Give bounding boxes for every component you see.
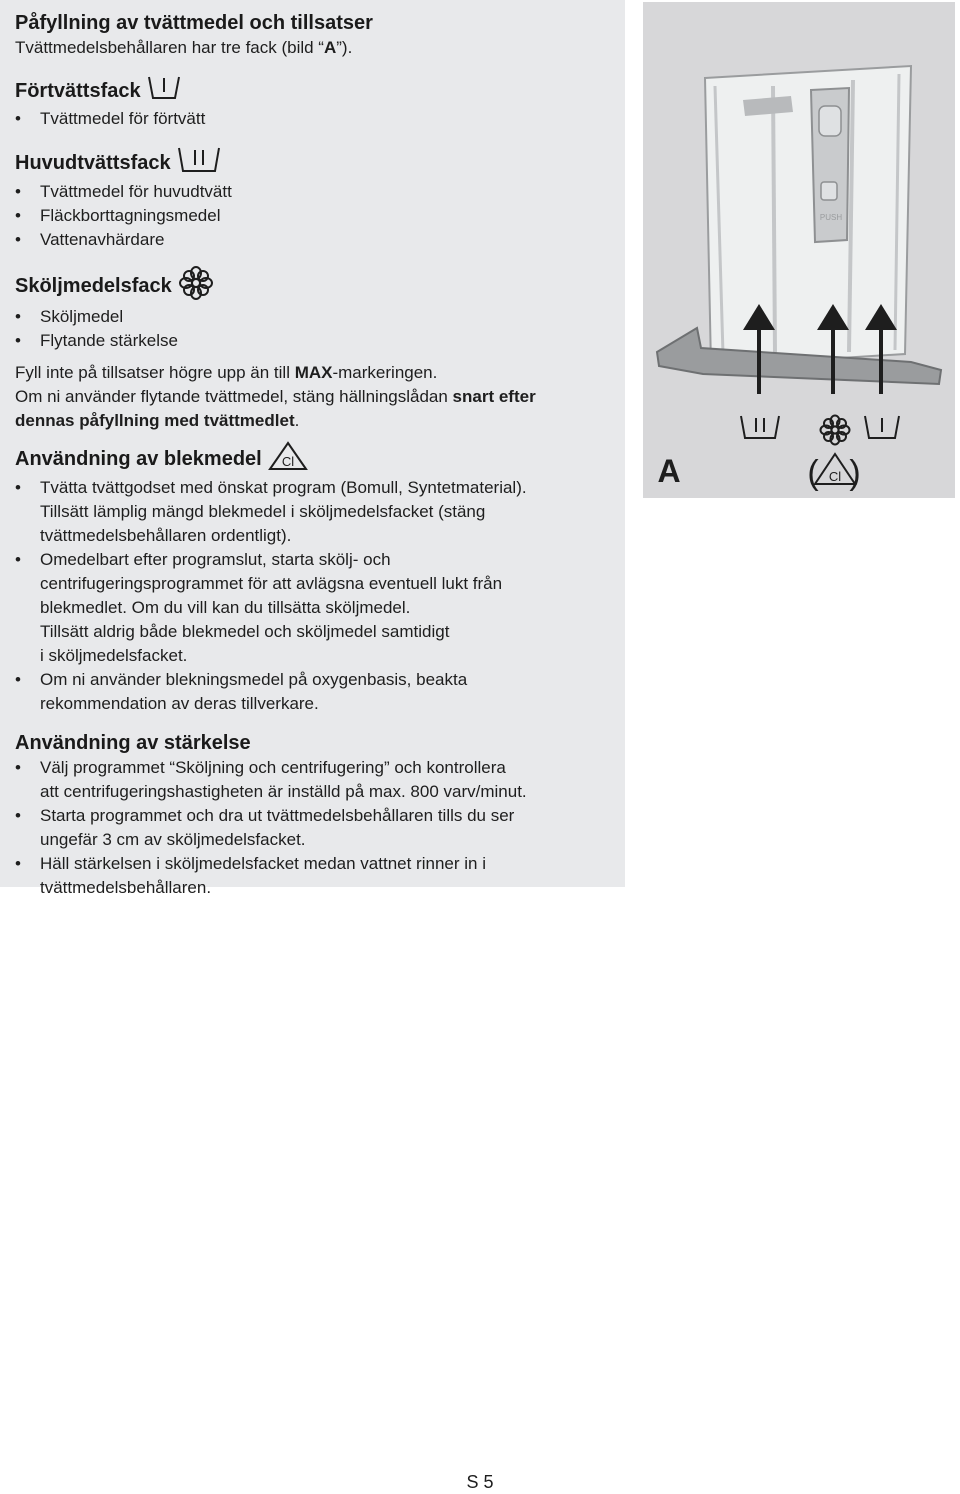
flower-icon — [821, 416, 850, 445]
bleach-paren-open: ( — [807, 454, 819, 492]
bleach-step-2-line: Tillsätt aldrig både blekmedel och sköljmedel samtidigt — [40, 622, 450, 641]
prewash-compartment-icon — [147, 74, 181, 107]
starch-step-1-line: att centrifugeringshastigheten är inställd på max. 800 varv/minut. — [40, 782, 527, 801]
softener-title: Sköljmedelsfack — [15, 274, 172, 297]
bleach-step-3-line: • Om ni använder blekningsmedel på oxygenbasis, beakta — [15, 668, 615, 692]
mainwash-heading — [15, 145, 615, 180]
drawer-embossed-text: PUSH — [819, 213, 843, 222]
liquid-note-line-2: dennas påfyllning med tvättmedlet. — [15, 411, 300, 430]
max-note: Fyll inte på tillsatser högre upp än till MAX-markeringen. — [15, 363, 438, 382]
prewash-title: Förtvättsfack — [15, 79, 141, 102]
detergent-drawer-figure — [643, 2, 955, 498]
bleach-step-1-line: tvättmedelsbehållaren ordentligt). — [40, 526, 292, 545]
softener-item: • Flytande stärkelse — [15, 329, 615, 353]
text-panel — [0, 0, 625, 897]
bleach-triangle-text: Cl — [828, 469, 842, 484]
bleach-heading — [15, 441, 615, 476]
starch-step-1-line: • Välj programmet “Sköljning och centrifugering” och kontrollera — [15, 756, 615, 780]
mainwash-item: • Fläckborttagningsmedel — [15, 204, 615, 228]
mainwash-title: Huvudtvättsfack — [15, 151, 171, 174]
mainwash-compartment-icon — [741, 416, 779, 438]
figure-label: A — [657, 453, 681, 489]
starch-step-2-line: • Starta programmet och dra ut tvättmedelsbehållaren tills du ser — [15, 804, 615, 828]
bleach-step-2-line: • Omedelbart efter programslut, starta skölj- och — [15, 548, 615, 572]
softener-heading — [15, 266, 615, 305]
drawer-photo — [657, 66, 941, 394]
bleach-step-3-line: rekommendation av deras tillverkare. — [40, 694, 319, 713]
section-title-fill: Påfyllning av tvättmedel och tillsatser — [15, 12, 373, 34]
mainwash-compartment-icon — [177, 145, 221, 180]
mainwash-item: • Vattenavhärdare — [15, 228, 615, 252]
bleach-title: Användning av blekmedel — [15, 447, 262, 470]
liquid-note-line-1: Om ni använder flytande tvättmedel, stäng hällningslådan snart efter — [15, 387, 536, 406]
starch-step-3-line: • Häll stärkelsen i sköljmedelsfacket medan vattnet rinner in i — [15, 852, 615, 876]
bleach-step-2-line: i sköljmedelsfacket. — [40, 646, 188, 665]
softener-item: • Sköljmedel — [15, 305, 615, 329]
bleach-paren-close: ) — [849, 454, 861, 492]
prewash-item: • Tvättmedel för förtvätt — [15, 107, 615, 131]
bleach-step-1-line: Tillsätt lämplig mängd blekmedel i sköljmedelsfacket (stäng — [40, 502, 486, 521]
flower-icon — [178, 266, 214, 305]
starch-title: Användning av stärkelse — [15, 732, 251, 754]
bleach-step-2-line: blekmedlet. Om du vill kan du tillsätta sköljmedel. — [40, 598, 411, 617]
starch-step-2-line: ungefär 3 cm av sköljmedelsfacket. — [40, 830, 306, 849]
prewash-heading — [15, 74, 615, 107]
bleach-triangle-icon — [268, 441, 308, 476]
page-number: S 5 — [466, 1472, 494, 1492]
bleach-step-2-line: centrifugeringsprogrammet för att avlägsna eventuell lukt från — [40, 574, 503, 593]
intro-text: Tvättmedelsbehållaren har tre fack (bild “A”). — [15, 38, 353, 57]
prewash-compartment-icon — [865, 416, 899, 438]
bleach-step-1-line: • Tvätta tvättgodset med önskat program (Bomull, Syntetmaterial). — [15, 476, 615, 500]
svg-text:Cl: Cl — [281, 454, 294, 469]
mainwash-item: • Tvättmedel för huvudtvätt — [15, 180, 615, 204]
starch-step-3-line: tvättmedelsbehållaren. — [40, 878, 212, 897]
